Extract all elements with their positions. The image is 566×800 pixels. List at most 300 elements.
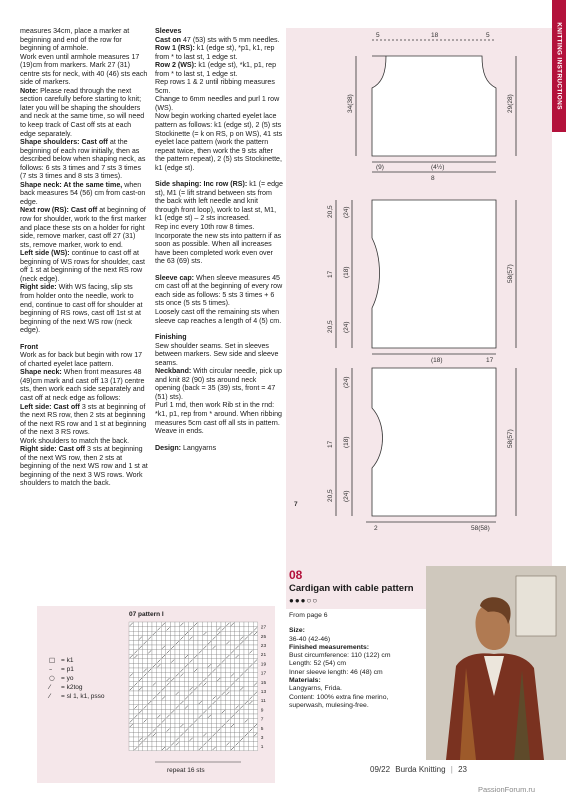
chart-cell xyxy=(253,714,258,719)
dim-front-2: 17 xyxy=(327,440,334,448)
chart-cell xyxy=(189,709,194,714)
paragraph xyxy=(155,44,283,61)
chart-cell xyxy=(184,691,189,696)
chart-cell xyxy=(180,659,185,664)
chart-cell xyxy=(138,719,143,724)
dim-back-top-2: 18 xyxy=(431,32,439,39)
paragraph-text: Sew shoulder seams. Set in sleeves between markers. Sew side and sleeve seams. xyxy=(155,341,279,367)
chart-cell xyxy=(161,709,166,714)
chart-cell xyxy=(143,636,148,641)
chart-cell xyxy=(129,663,134,668)
chart-cell xyxy=(221,654,226,659)
chart-cell xyxy=(157,709,162,714)
chart-cell xyxy=(235,746,240,751)
chart-cell xyxy=(134,719,139,724)
paragraph-heading: Right side: Cast off xyxy=(20,445,86,454)
chart-cell xyxy=(193,737,198,742)
left-text-column xyxy=(20,27,148,488)
chart-cell xyxy=(138,732,143,737)
chart-cell xyxy=(138,663,143,668)
chart-cell xyxy=(203,659,208,664)
chart-cell xyxy=(147,728,152,733)
pattern-title: Cardigan with cable pattern xyxy=(289,583,414,594)
chart-cell xyxy=(180,696,185,701)
chart-cell xyxy=(157,737,162,742)
chart-cell xyxy=(221,705,226,710)
chart-cell xyxy=(239,719,244,724)
chart-cell xyxy=(175,659,180,664)
chart-cell xyxy=(180,640,185,645)
chart-cell xyxy=(157,700,162,705)
from-page: From page 6 xyxy=(289,612,328,619)
chart-cell xyxy=(134,691,139,696)
chart-cell xyxy=(249,714,254,719)
paragraph-text: k1 (edge st), *p1, k1, rep from * to last st, 1 edge st. xyxy=(155,44,275,61)
chart-cell xyxy=(198,673,203,678)
paragraph xyxy=(155,36,283,45)
chart-cell xyxy=(134,677,139,682)
chart-cell xyxy=(157,636,162,641)
chart-cell xyxy=(175,650,180,655)
chart-cell xyxy=(143,709,148,714)
chart-cell xyxy=(203,654,208,659)
chart-row-number: 25 xyxy=(260,634,267,640)
chart-cell xyxy=(134,668,139,673)
chart-cell xyxy=(226,682,231,687)
chart-cell xyxy=(244,640,249,645)
chart-cell xyxy=(253,650,258,655)
chart-cell xyxy=(189,714,194,719)
chart-cell xyxy=(207,719,212,724)
chart-cell xyxy=(235,732,240,737)
chart-cell xyxy=(129,627,134,632)
chart-cell xyxy=(216,691,221,696)
paragraph-text: Loosely cast off the remaining sts when sleeve cap reaches a length of 4 (5) cm. xyxy=(155,307,282,325)
legend-symbol: □ xyxy=(49,656,56,664)
chart-cell xyxy=(253,746,258,751)
chart-cell xyxy=(157,673,162,678)
chart-cell xyxy=(129,696,134,701)
chart-cell xyxy=(203,640,208,645)
chart-cell xyxy=(221,650,226,655)
chart-cell xyxy=(147,719,152,724)
chart-cell xyxy=(189,677,194,682)
chart-cell xyxy=(216,732,221,737)
chart-cell xyxy=(235,700,240,705)
chart-cell xyxy=(244,650,249,655)
chart-cell xyxy=(198,663,203,668)
dim-back-bottom-2: (4½) xyxy=(431,164,445,171)
chart-cell xyxy=(216,650,221,655)
chart-cell xyxy=(143,677,148,682)
chart-cell xyxy=(184,737,189,742)
chart-cell xyxy=(230,627,235,632)
chart-cell xyxy=(189,705,194,710)
chart-cell xyxy=(235,631,240,636)
chart-cell xyxy=(226,673,231,678)
chart-cell xyxy=(143,627,148,632)
chart-cell xyxy=(212,622,217,627)
chart-cell xyxy=(249,668,254,673)
dim-sleeve-length: 58(57) xyxy=(507,264,514,283)
chart-cell xyxy=(157,622,162,627)
chart-cell xyxy=(221,636,226,641)
chart-cell xyxy=(166,654,171,659)
chart-cell xyxy=(180,631,185,636)
dim-sleeve-3: 17 xyxy=(327,270,334,278)
chart-cell xyxy=(207,709,212,714)
chart-cell xyxy=(184,714,189,719)
chart-cell xyxy=(152,659,157,664)
chart-cell xyxy=(189,622,194,627)
chart-cell xyxy=(129,709,134,714)
paragraph-text: With WS facing, slip sts from holder onto the needle, work to end, continue to cast off for shoulder at beginning of RS rows, cast off 1st st at beginning of the next WS row (neck edge). xyxy=(20,283,143,335)
chart-cell xyxy=(157,732,162,737)
chart-cell xyxy=(244,622,249,627)
chart-cell xyxy=(157,677,162,682)
chart-cell xyxy=(143,691,148,696)
chart-cell xyxy=(253,696,258,701)
chart-cell xyxy=(207,636,212,641)
chart-cell xyxy=(129,636,134,641)
chart-cell xyxy=(212,650,217,655)
chart-cell xyxy=(157,645,162,650)
chart-cell xyxy=(221,742,226,747)
chart-cell xyxy=(198,627,203,632)
paragraph-heading: Side shaping: Inc row (RS): xyxy=(155,180,248,189)
chart-cell xyxy=(147,746,152,751)
chart-cell xyxy=(216,723,221,728)
chart-row-number: 1 xyxy=(260,745,264,751)
chart-row-number: 27 xyxy=(260,625,267,631)
chart-cell xyxy=(143,659,148,664)
chart-cell xyxy=(207,622,212,627)
paragraph-heading: Right side: xyxy=(20,283,57,292)
chart-cell xyxy=(184,645,189,650)
chart-cell xyxy=(189,732,194,737)
dim-sleeve-bottom-1: (18) xyxy=(431,357,443,364)
chart-cell xyxy=(161,636,166,641)
chart-cell xyxy=(161,677,166,682)
chart-cell xyxy=(134,686,139,691)
chart-cell xyxy=(239,677,244,682)
chart-cell xyxy=(129,677,134,682)
chart-cell xyxy=(152,673,157,678)
chart-cell xyxy=(184,700,189,705)
chart-cell xyxy=(207,723,212,728)
chart-cell xyxy=(157,668,162,673)
chart-cell xyxy=(180,650,185,655)
chart-cell xyxy=(239,645,244,650)
paragraph xyxy=(155,112,283,172)
chart-cell xyxy=(175,723,180,728)
chart-cell xyxy=(170,640,175,645)
chart-cell xyxy=(249,659,254,664)
chart-cell xyxy=(157,746,162,751)
chart-cell xyxy=(147,659,152,664)
chart-cell xyxy=(138,682,143,687)
chart-cell xyxy=(152,719,157,724)
chart-cell xyxy=(175,700,180,705)
chart-cell xyxy=(198,622,203,627)
chart-cell xyxy=(134,636,139,641)
chart-cell xyxy=(216,673,221,678)
chart-cell xyxy=(221,631,226,636)
chart-cell xyxy=(180,663,185,668)
paragraph-heading: Finishing xyxy=(155,333,187,342)
chart-cell xyxy=(152,737,157,742)
chart-cell xyxy=(221,746,226,751)
paragraph-gap xyxy=(155,172,283,180)
chart-cell xyxy=(207,654,212,659)
chart-cell xyxy=(198,691,203,696)
chart-cell xyxy=(152,668,157,673)
chart-cell xyxy=(189,719,194,724)
chart-cell xyxy=(166,737,171,742)
chart-cell xyxy=(193,650,198,655)
chart-cell xyxy=(230,742,235,747)
chart-cell xyxy=(212,742,217,747)
paragraph-heading: Row 2 (WS): xyxy=(155,61,197,70)
chart-cell xyxy=(193,640,198,645)
chart-cell xyxy=(180,627,185,632)
chart-cell xyxy=(184,732,189,737)
repeat-label: repeat 16 sts xyxy=(167,767,205,774)
legend-text: = k1 xyxy=(61,657,74,664)
chart-cell xyxy=(212,640,217,645)
chart-cell xyxy=(235,640,240,645)
material-1: Langyarns, Frida. xyxy=(289,685,342,693)
chart-cell xyxy=(212,723,217,728)
chart-cell xyxy=(244,728,249,733)
chart-cell xyxy=(239,668,244,673)
chart-cell xyxy=(239,691,244,696)
chart-cell xyxy=(147,723,152,728)
dim-front-bottom-2: 58(58) xyxy=(471,525,490,532)
chart-cell xyxy=(138,691,143,696)
chart-cell xyxy=(166,723,171,728)
chart-cell xyxy=(129,732,134,737)
chart-cell xyxy=(239,622,244,627)
chart-cell xyxy=(216,742,221,747)
chart-cell xyxy=(253,654,258,659)
chart-cell xyxy=(226,650,231,655)
chart-cell xyxy=(170,654,175,659)
chart-cell xyxy=(249,709,254,714)
chart-cell xyxy=(207,627,212,632)
chart-cell xyxy=(235,737,240,742)
chart-cell xyxy=(166,636,171,641)
chart-cell xyxy=(180,746,185,751)
chart-cell xyxy=(203,719,208,724)
chart-cell xyxy=(244,709,249,714)
paragraph-heading: Design: xyxy=(155,443,182,452)
paragraph-text: Rep rows 1 & 2 until ribbing measures 5cm. xyxy=(155,78,275,95)
paragraph xyxy=(155,223,283,266)
chart-cell xyxy=(170,700,175,705)
chart-cell xyxy=(203,686,208,691)
chart-cell xyxy=(189,668,194,673)
chart-cell xyxy=(170,705,175,710)
chart-panel xyxy=(37,606,275,783)
chart-cell xyxy=(230,659,235,664)
chart-cell xyxy=(175,746,180,751)
chart-cell xyxy=(143,622,148,627)
chart-cell xyxy=(161,650,166,655)
chart-cell xyxy=(230,696,235,701)
paragraph-text: Please read through the next section carefully before starting to knit; later you will be shaping the shoulders and neck at the same time, so will need to keep track of Cast off sts at each edge separately. xyxy=(20,86,145,138)
chart-cell xyxy=(184,636,189,641)
chart-cell xyxy=(226,714,231,719)
chart-cell xyxy=(244,746,249,751)
chart-row-number: 3 xyxy=(260,736,264,741)
chart-cell xyxy=(170,650,175,655)
chart-cell xyxy=(216,719,221,724)
chart-cell xyxy=(239,746,244,751)
paragraph-text: Now begin working charted eyelet lace pattern as follows: k1 (edge st), 2 (5) sts Stockinette (= k on RS, p on WS), 41 sts eyelet lace pattern (work the pattern repeat twice, then work the 9 sts after the pattern repeat), 2 (5) sts Stockinette, k1 (edge st). xyxy=(155,112,283,172)
chart-cell xyxy=(249,723,254,728)
chart-cell xyxy=(193,677,198,682)
chart-cell xyxy=(161,668,166,673)
chart-cell xyxy=(212,705,217,710)
chart-cell xyxy=(134,622,139,627)
chart-cell xyxy=(129,631,134,636)
dim-front-bottom-1: 2 xyxy=(374,525,378,532)
paragraph xyxy=(20,138,148,181)
chart-cell xyxy=(134,700,139,705)
chart-cell xyxy=(134,627,139,632)
chart-row-number: 21 xyxy=(260,653,267,659)
paragraph-text: 3 sts at beginning of the next RS row, then 2 sts at beginning of the next RS row and 1 st at beginning of the next 3 RS rows. xyxy=(20,402,147,437)
chart-cell xyxy=(143,714,148,719)
chart-cell xyxy=(166,742,171,747)
chart-cell xyxy=(175,682,180,687)
chart-cell xyxy=(253,663,258,668)
chart-cell xyxy=(207,650,212,655)
chart-cell xyxy=(207,659,212,664)
page-number: 23 xyxy=(458,765,467,774)
chart-cell xyxy=(207,645,212,650)
chart-cell xyxy=(253,709,258,714)
chart-cell xyxy=(226,705,231,710)
chart-cell xyxy=(166,668,171,673)
chart-cell xyxy=(230,677,235,682)
chart-cell xyxy=(253,677,258,682)
chart-cell xyxy=(249,742,254,747)
chart-cell xyxy=(212,673,217,678)
dim-back-top-1: 5 xyxy=(376,32,380,39)
chart-cell xyxy=(193,728,198,733)
chart-cell xyxy=(253,640,258,645)
chart-cell xyxy=(152,723,157,728)
chart-cell xyxy=(180,737,185,742)
chart-cell xyxy=(203,728,208,733)
chart-cell xyxy=(239,700,244,705)
section-tab-label: KNITTING INSTRUCTIONS xyxy=(555,22,563,110)
paragraph xyxy=(20,249,148,283)
paragraph xyxy=(155,367,283,401)
chart-grid xyxy=(129,622,258,751)
chart-cell xyxy=(216,659,221,664)
chart-cell xyxy=(143,682,148,687)
chart-cell xyxy=(157,650,162,655)
chart-cell xyxy=(184,627,189,632)
chart-cell xyxy=(230,654,235,659)
chart-cell xyxy=(230,691,235,696)
chart-cell xyxy=(239,696,244,701)
chart-cell xyxy=(221,732,226,737)
legend-symbol: ○ xyxy=(49,674,55,682)
chart-cell xyxy=(147,709,152,714)
chart-cell xyxy=(207,682,212,687)
paragraph-heading: Sleeves xyxy=(155,27,182,35)
chart-cell xyxy=(184,673,189,678)
chart-cell xyxy=(129,742,134,747)
chart-cell xyxy=(189,663,194,668)
chart-cell xyxy=(239,682,244,687)
chart-cell xyxy=(138,627,143,632)
chart-cell xyxy=(152,691,157,696)
chart-cell xyxy=(157,728,162,733)
chart-cell xyxy=(143,650,148,655)
chart-cell xyxy=(129,645,134,650)
paragraph xyxy=(20,27,148,53)
chart-cell xyxy=(203,663,208,668)
chart-cell xyxy=(226,723,231,728)
chart-cell xyxy=(152,714,157,719)
size-value: 36-40 (42-46) xyxy=(289,635,331,643)
paragraph xyxy=(155,427,283,436)
chart-cell xyxy=(138,654,143,659)
paragraph-gap xyxy=(155,266,283,274)
chart-row-numbers xyxy=(261,625,267,751)
chart-cell xyxy=(230,668,235,673)
chart-cell xyxy=(147,640,152,645)
chart-cell xyxy=(212,714,217,719)
size-label: Size: xyxy=(289,627,305,635)
chart-cell xyxy=(249,677,254,682)
chart-cell xyxy=(184,659,189,664)
chart-cell xyxy=(180,686,185,691)
chart-cell xyxy=(249,645,254,650)
chart-cell xyxy=(175,677,180,682)
chart-cell xyxy=(230,705,235,710)
chart-cell xyxy=(203,737,208,742)
chart-cell xyxy=(175,645,180,650)
chart-cell xyxy=(235,622,240,627)
chart-cell xyxy=(170,631,175,636)
chart-cell xyxy=(161,682,166,687)
chart-cell xyxy=(207,677,212,682)
chart-cell xyxy=(249,737,254,742)
chart-cell xyxy=(138,714,143,719)
chart-cell xyxy=(175,709,180,714)
chart-cell xyxy=(193,659,198,664)
chart-cell xyxy=(166,673,171,678)
chart-cell xyxy=(152,709,157,714)
paragraph-heading: Next row (RS): Cast off xyxy=(20,206,98,215)
chart-cell xyxy=(221,737,226,742)
chart-cell xyxy=(147,696,152,701)
legend-symbol: ⁄ xyxy=(49,683,51,691)
paragraph-heading: Left side (WS): xyxy=(20,249,70,258)
chart-cell xyxy=(147,663,152,668)
chart-cell xyxy=(161,631,166,636)
chart-cell xyxy=(212,686,217,691)
chart-cell xyxy=(170,691,175,696)
chart-cell xyxy=(175,627,180,632)
chart-cell xyxy=(152,700,157,705)
